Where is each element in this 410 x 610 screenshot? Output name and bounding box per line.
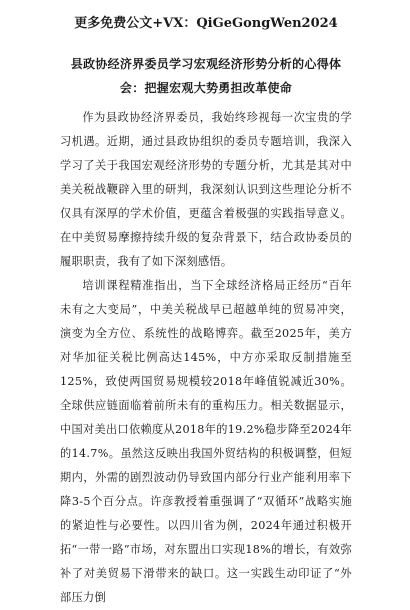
document-title: 县政协经济界委员学习宏观经济形势分析的心得体会：把握宏观大势勇担改革使命 bbox=[70, 57, 342, 95]
paragraph-intro: 作为县政协经济界委员，我始终珍视每一次宝贵的学习机遇。近期，通过县政协组织的委员专题培训，我深入学习了关于我国宏观经济形势的专题分析，尤其是其对中美关税战鞭辟入里的研判，我深刻认识到这些理论分析不仅具有深厚的学术价值，更蕴含着极强的实践指导意义。在中美贸易摩擦持续升级的复杂背景下，结合政协委员的履职职责，我有了如下深刻感悟。 bbox=[60, 111, 352, 268]
paragraph-training-analysis: 培训课程精准指出，当下全球经济格局正经历“百年未有之大变局”，中美关税战早已超越单纯的贸易冲突，演变为全方位、系统性的战略博弈。截至2025年，美方对华加征关税比例高达145%，中方亦采取反制措施至125%，致使两国贸易规模较2018年峰值锐减近30%。全球供应链面临着前所未有的重构压力。相关数据显示，中国对美出口依赖度从2018年的19.2%稳步降至2024年的14.7%。虽然这反映出我国外贸结构的积极调整，但短期内，外需的剧烈波动仍导致国内部分行业产能利用率下降3-5个百分点。许彦教授着重强调了“双循环”战略实施的紧迫性与必要性。以四川省为例，2024年通过积极开拓“一带一路”市场，对东盟出口实现18%的增长，有效弥补了对美贸易下滑带来的缺口。这一实践生动印证了“外部压力倒 bbox=[60, 279, 352, 604]
promo-header: 更多免费公文+VX：QiGeGongWen2024 bbox=[74, 16, 338, 31]
